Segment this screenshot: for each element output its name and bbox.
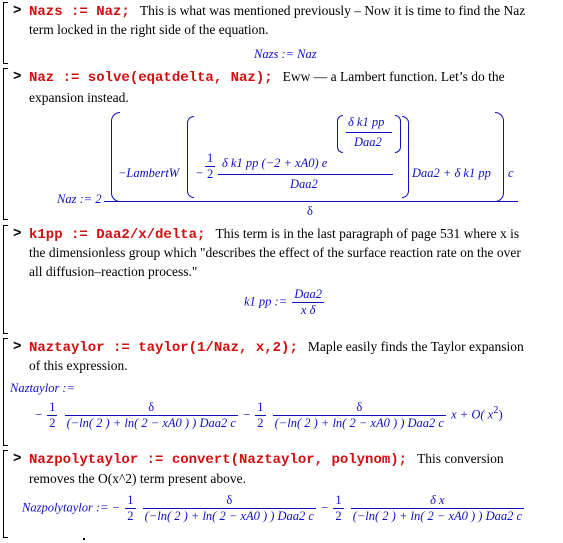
half-fraction (255, 400, 265, 431)
input-line[interactable] (29, 226, 519, 243)
term-fraction-1 (65, 400, 238, 431)
output-nazs (254, 47, 317, 62)
minus-sign: − (321, 500, 329, 515)
fraction-denominator: x δ (300, 303, 316, 317)
exp-numerator: δ k1 pp (348, 115, 385, 129)
fraction-numerator: Daa2 (294, 287, 323, 301)
lambertw-paren-left (187, 116, 194, 198)
execution-group-2 (0, 66, 563, 223)
fraction-numerator: 1 (127, 493, 134, 507)
maple-command[interactable]: Nazpolytaylor := convert(Naztaylor, polynom); (29, 452, 408, 468)
minus-sign: − (35, 407, 43, 422)
fraction-numerator: 1 (49, 400, 56, 414)
exp-denominator: Daa2 (354, 135, 382, 149)
fraction-denominator: 2 (335, 509, 342, 523)
comment-text: removes the O(x^2) term present above. (29, 471, 247, 486)
input-prompt: > (13, 226, 22, 242)
term-fraction-2 (273, 400, 446, 431)
fraction-denominator: 2 (257, 416, 264, 430)
fraction-numerator: δ (143, 493, 316, 509)
lambert-arg-denominator: Daa2 (290, 177, 318, 191)
execution-group-3 (0, 223, 563, 336)
fraction-denominator: 2 (207, 167, 214, 181)
comment-text: expansion instead. (29, 90, 129, 105)
term-fraction-2 (351, 493, 524, 524)
half-fraction (125, 493, 135, 524)
naz-lhs: Naz := 2 (57, 192, 102, 206)
input-prompt: > (13, 69, 22, 85)
fraction-numerator: 1 (335, 493, 342, 507)
comment-text: of this expression. (29, 358, 128, 373)
group-bracket (3, 2, 8, 64)
comment-text: the dimensionless group which "describes the effect of the surface reaction rate on the over (29, 245, 521, 260)
comment-line (29, 245, 521, 261)
k1pp-fraction (292, 287, 324, 318)
input-prompt: > (13, 451, 22, 467)
outer-paren-left (111, 112, 120, 202)
comment-text: all diffusion–reaction process." (29, 264, 198, 279)
minus-sign: − (196, 166, 204, 180)
comment-text: Eww –– a Lambert function. Let’s do the (282, 69, 505, 84)
lambertw-label: −LambertW (118, 166, 180, 180)
input-prompt: > (13, 3, 22, 19)
fraction-numerator: δ (273, 400, 446, 416)
lambertw-paren-right (402, 116, 409, 198)
half-fraction (205, 151, 215, 182)
naztaylor-lhs (10, 381, 75, 396)
main-denominator: δ (307, 204, 313, 218)
comment-line (29, 22, 269, 38)
fraction-numerator: δ (65, 400, 238, 416)
c-variable: c (508, 166, 514, 180)
fraction-numerator: δ x (351, 493, 524, 509)
output-text: Naztaylor := (10, 381, 76, 395)
output-text: Nazs := Naz (254, 47, 317, 61)
input-line[interactable] (29, 3, 525, 20)
fraction-numerator: 1 (207, 151, 214, 165)
exp-fraction-bar (346, 132, 392, 133)
nazpolytaylor-lhs: Nazpolytaylor := − (22, 500, 121, 515)
naztaylor-expression (35, 400, 503, 431)
fraction-denominator: 2 (127, 509, 134, 523)
comment-text: This conversion (417, 451, 504, 466)
group-bracket (3, 225, 8, 334)
outer-paren-right (495, 112, 504, 202)
text-cursor (83, 538, 85, 540)
maple-command[interactable]: Naz := solve(eqatdelta, Naz); (29, 70, 273, 86)
daa2-tail: Daa2 + δ k1 pp (412, 166, 491, 180)
input-prompt: > (13, 339, 22, 355)
fraction-numerator: 1 (257, 400, 264, 414)
term-fraction-1 (143, 493, 316, 524)
comment-text: Maple easily finds the Taylor expansion (307, 339, 524, 354)
comment-line (29, 471, 246, 487)
group-bracket (3, 338, 8, 446)
main-fraction-bar (104, 201, 518, 202)
close-paren: ) (498, 407, 503, 422)
execution-group-5 (0, 448, 563, 540)
lambert-arg-numerator: δ k1 pp (−2 + xA0) e (222, 156, 328, 170)
comment-line (29, 358, 128, 374)
fraction-denominator: (−ln( 2 ) + ln( 2 − xA0 ) ) Daa2 c (144, 509, 314, 523)
input-line[interactable] (29, 339, 524, 356)
group-bracket (3, 450, 8, 538)
fraction-denominator: (−ln( 2 ) + ln( 2 − xA0 ) ) Daa2 c (66, 416, 236, 430)
taylor-tail: x + O( x (451, 407, 494, 422)
exp-paren-right (395, 115, 401, 153)
comment-text: This term is in the last paragraph of page 531 where x is (215, 226, 520, 241)
nazpolytaylor-expression (22, 493, 526, 524)
naz-output (0, 66, 563, 223)
half-fraction (333, 493, 343, 524)
comment-text: term locked in the right side of the equation. (29, 22, 269, 37)
fraction-denominator: (−ln( 2 ) + ln( 2 − xA0 ) ) Daa2 c (274, 416, 444, 430)
k1pp-lhs: k1 pp := (244, 294, 288, 309)
comment-text: This is what was mentioned previously – Now it is time to find the Naz (139, 3, 526, 18)
maple-command[interactable]: k1pp := Daa2/x/delta; (29, 227, 206, 243)
input-line[interactable] (29, 451, 504, 468)
exponent: 2 (493, 405, 499, 417)
fraction-denominator: 2 (49, 416, 56, 430)
fraction-denominator: (−ln( 2 ) + ln( 2 − xA0 ) ) Daa2 c (352, 509, 523, 523)
exp-paren-left (337, 115, 343, 153)
comment-line (29, 264, 197, 280)
maple-command[interactable]: Nazs := Naz; (29, 4, 130, 20)
execution-group-4 (0, 336, 563, 448)
minus-sign: − (243, 407, 251, 422)
k1pp-output (244, 287, 326, 318)
execution-group-1 (0, 0, 563, 66)
maple-command[interactable]: Naztaylor := taylor(1/Naz, x,2); (29, 340, 298, 356)
lambert-argument-fraction (218, 174, 393, 175)
half-fraction (47, 400, 57, 431)
